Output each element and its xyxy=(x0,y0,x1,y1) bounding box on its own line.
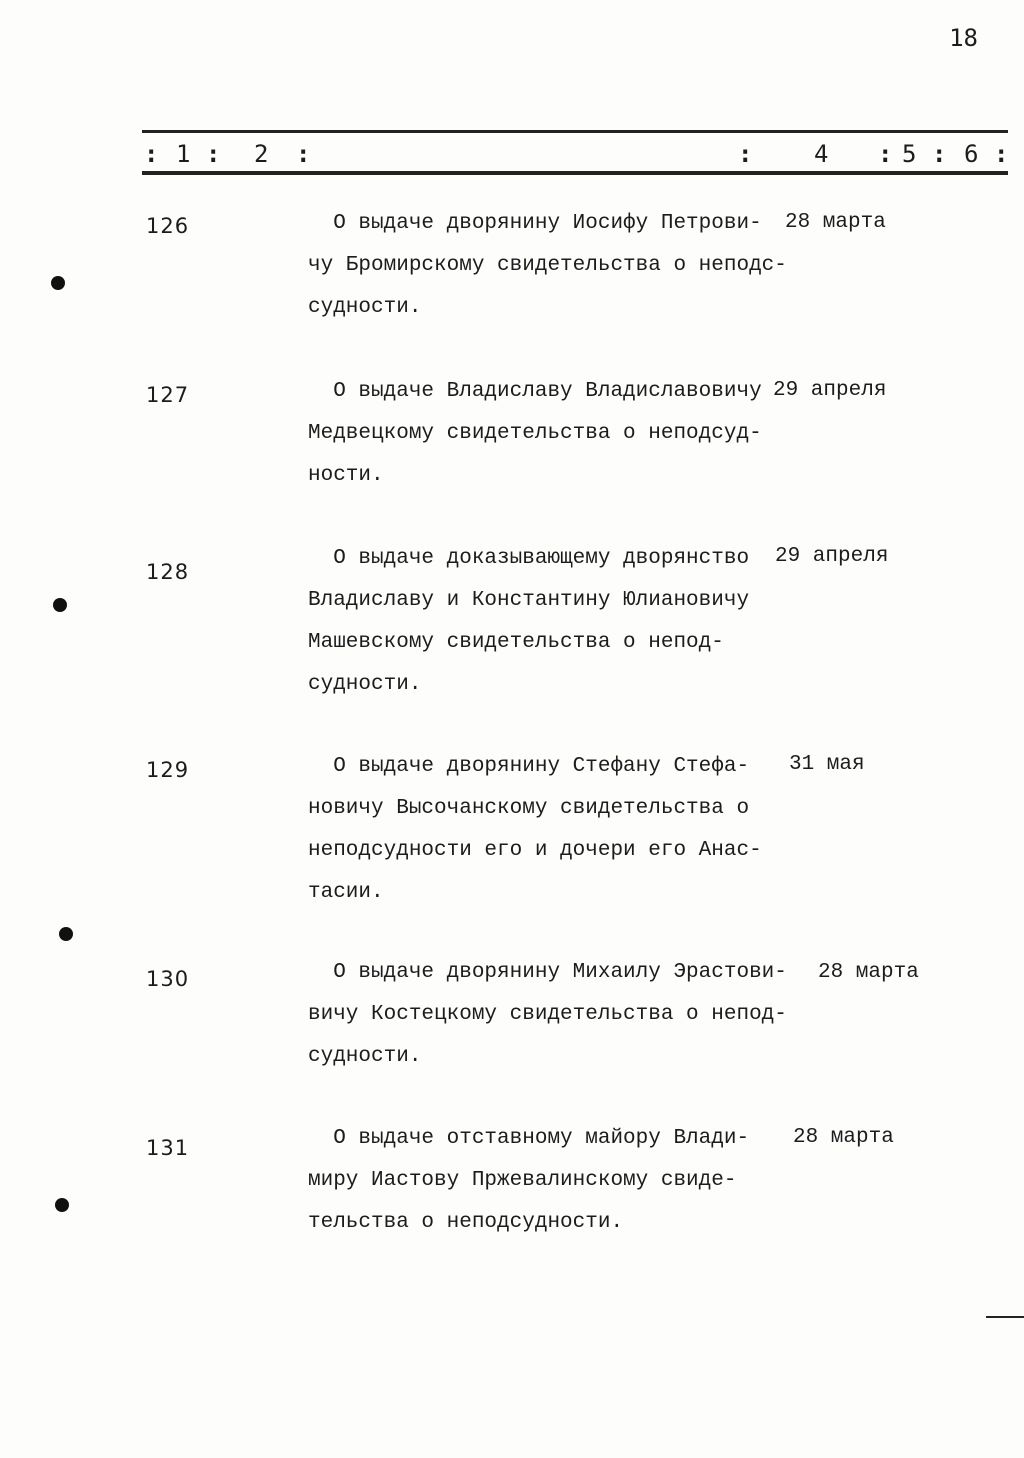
entry-number: 127 xyxy=(146,383,190,407)
header-separator: : xyxy=(296,140,311,168)
entry-text xyxy=(308,538,788,706)
entry-number: 131 xyxy=(146,1136,190,1160)
entry-date: 28 марта xyxy=(818,961,919,984)
entry-date: 28 марта xyxy=(793,1126,894,1149)
entry-text-line: О выдаче доказывающему дворянство xyxy=(308,547,750,570)
header-separator: : xyxy=(738,140,753,168)
entry-date: 29 апреля xyxy=(773,379,887,402)
header-col-2: 2 xyxy=(254,140,269,168)
entry-text xyxy=(308,203,788,329)
entry-text-line: О выдаче дворянину Иосифу Петрови- xyxy=(308,212,762,235)
entry-number: 126 xyxy=(146,214,190,238)
binding-hole xyxy=(55,1198,69,1212)
header-col-4: 4 xyxy=(814,140,829,168)
header-col-6: 6 xyxy=(964,140,979,168)
entry-text-line: неподсудности его и дочери его Анас- xyxy=(308,839,762,862)
entry-number: 130 xyxy=(146,967,190,991)
entry-text-line: судности. xyxy=(308,1045,422,1068)
entry-text-line: ности. xyxy=(308,464,384,487)
entry-text-line: новичу Высочанскому свидетельства о xyxy=(308,797,750,820)
binding-hole xyxy=(59,927,73,941)
header-separator: : xyxy=(144,140,159,168)
header-col-5: 5 xyxy=(902,140,917,168)
header-separator: : xyxy=(994,140,1009,168)
header-separator: : xyxy=(932,140,947,168)
page-number: 18 xyxy=(949,24,978,52)
header-top-rule xyxy=(142,130,1008,133)
entry-text-line: Машевскому свидетельства о непод- xyxy=(308,631,724,654)
entry-number: 129 xyxy=(146,758,190,782)
entry-text xyxy=(308,746,788,914)
entry-text-line: О выдаче дворянину Стефану Стефа- xyxy=(308,755,750,778)
entry-text-line: миру Иастову Пржевалинскому свиде- xyxy=(308,1169,737,1192)
entry-text-line: судности. xyxy=(308,673,422,696)
entry-text-line: тельства о неподсудности. xyxy=(308,1211,624,1234)
entry-date: 28 марта xyxy=(785,211,886,234)
entry-text-line: тасии. xyxy=(308,881,384,904)
binding-hole xyxy=(51,276,65,290)
entry-text xyxy=(308,371,788,497)
margin-mark xyxy=(986,1316,1024,1318)
header-separator: : xyxy=(206,140,221,168)
table-header xyxy=(0,136,1024,170)
entry-text xyxy=(308,1118,788,1244)
entry-number: 128 xyxy=(146,560,190,584)
entry-text-line: вичу Костецкому свидетельства о непод- xyxy=(308,1003,787,1026)
entry-text-line: О выдаче отставному майору Влади- xyxy=(308,1127,750,1150)
header-bottom-rule xyxy=(142,171,1008,175)
entry-date: 31 мая xyxy=(789,753,865,776)
entry-text-line: Медвецкому свидетельства о неподсуд- xyxy=(308,422,762,445)
binding-hole xyxy=(53,598,67,612)
entry-text xyxy=(308,952,788,1078)
entry-text-line: О выдаче дворянину Михаилу Эрастови- xyxy=(308,961,787,984)
header-col-1: 1 xyxy=(176,140,191,168)
entry-text-line: О выдаче Владиславу Владиславовичу xyxy=(308,380,762,403)
entry-text-line: чу Бромирскому свидетельства о неподс- xyxy=(308,254,787,277)
entry-text-line: судности. xyxy=(308,296,422,319)
entry-date: 29 апреля xyxy=(775,545,889,568)
entry-text-line: Владиславу и Константину Юлиановичу xyxy=(308,589,750,612)
header-separator: : xyxy=(878,140,893,168)
